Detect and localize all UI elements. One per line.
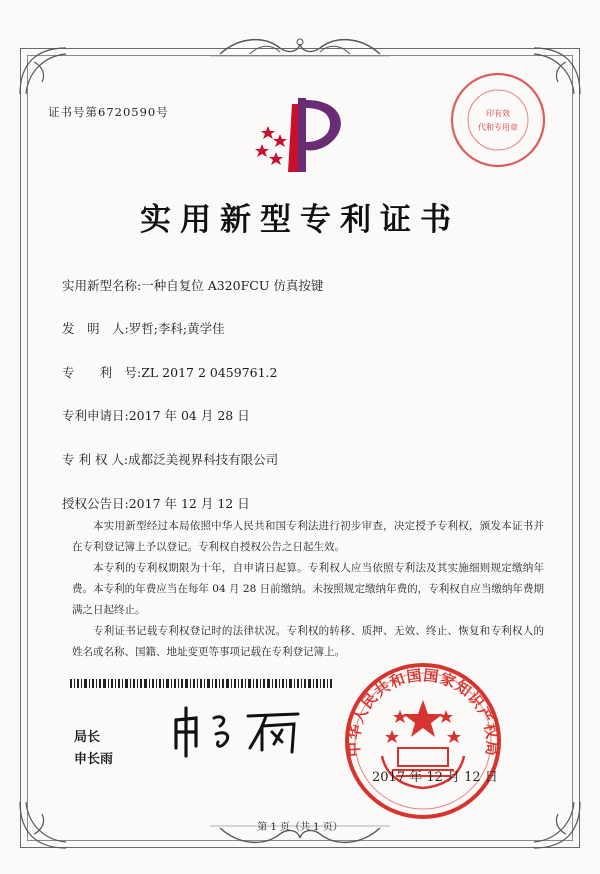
field-value: 罗哲;李科;黄学佳 — [128, 321, 225, 336]
official-seal — [342, 660, 504, 822]
field-label: 专利申请日: — [62, 408, 129, 423]
field-value: 成都泛美视界科技有限公司 — [128, 452, 279, 467]
seal-date: 2017 年 12 月 12 日 — [372, 770, 498, 785]
field-inventors — [62, 319, 225, 337]
body-paragraph-3: 专利证书记载专利权登记时的法律状况。专利权的转移、质押、无效、终止、恢复和专利权人的姓名或名称、国籍、地址变更等事项记载在专利登记簿上。 — [72, 625, 544, 658]
field-label: 授权公告日: — [62, 496, 129, 511]
certificate-body — [72, 516, 544, 663]
body-paragraph-1: 本实用新型经过本局依照中华人民共和国专利法进行初步审查，决定授予专利权，颁发本证书并在专利登记簿上予以登记。专利权自授权公告之日起生效。 — [72, 520, 544, 553]
field-patent-number — [62, 363, 278, 381]
director-title: 局长 — [74, 730, 101, 745]
field-value: 2017 年 04 月 28 日 — [128, 408, 250, 423]
body-paragraph-2: 本专利的专利权期限为十年，自申请日起算。专利权人应当依照专利法及其实施细则规定缴纳年费。本专利的年费应当在每年 04 月 28 日前缴纳。未按照规定缴纳年费的，专利权自应当缴纳年费期满之日起终止。 — [72, 562, 544, 616]
field-grant-date — [62, 494, 250, 512]
top-ornament — [210, 34, 390, 62]
corner-ornament-top-left — [16, 44, 72, 100]
field-label: 专 利 号: — [62, 365, 142, 380]
seal-ring-text: 中华人民共和国国家知识产权局 — [344, 666, 502, 758]
handwritten-signature — [170, 704, 304, 758]
registration-stamp — [446, 68, 550, 172]
field-label: 专 利 权 人: — [62, 452, 129, 467]
field-application-date — [62, 406, 250, 424]
stamp-line-1: 印有效 — [486, 109, 510, 118]
field-label: 发 明 人: — [62, 321, 129, 336]
page-number: 第 1 页（共 1 页） — [257, 822, 343, 833]
field-label: 实用新型名称: — [62, 278, 142, 293]
field-value: ZL 2017 2 0459761.2 — [141, 365, 278, 380]
field-value: 一种自复位 A320FCU 仿真按键 — [141, 278, 324, 293]
field-patentee — [62, 450, 278, 468]
field-utility-model-name — [62, 276, 323, 294]
stamp-line-2: 代和专用章 — [478, 123, 518, 132]
field-value: 2017 年 12 月 12 日 — [128, 496, 250, 511]
certificate-number: 证书号第6720590号 — [48, 105, 169, 119]
director-name: 申长雨 — [74, 752, 114, 767]
certificate-title: 实用新型专利证书 — [140, 202, 460, 238]
barcode — [70, 679, 332, 688]
patent-office-logo — [248, 94, 350, 176]
